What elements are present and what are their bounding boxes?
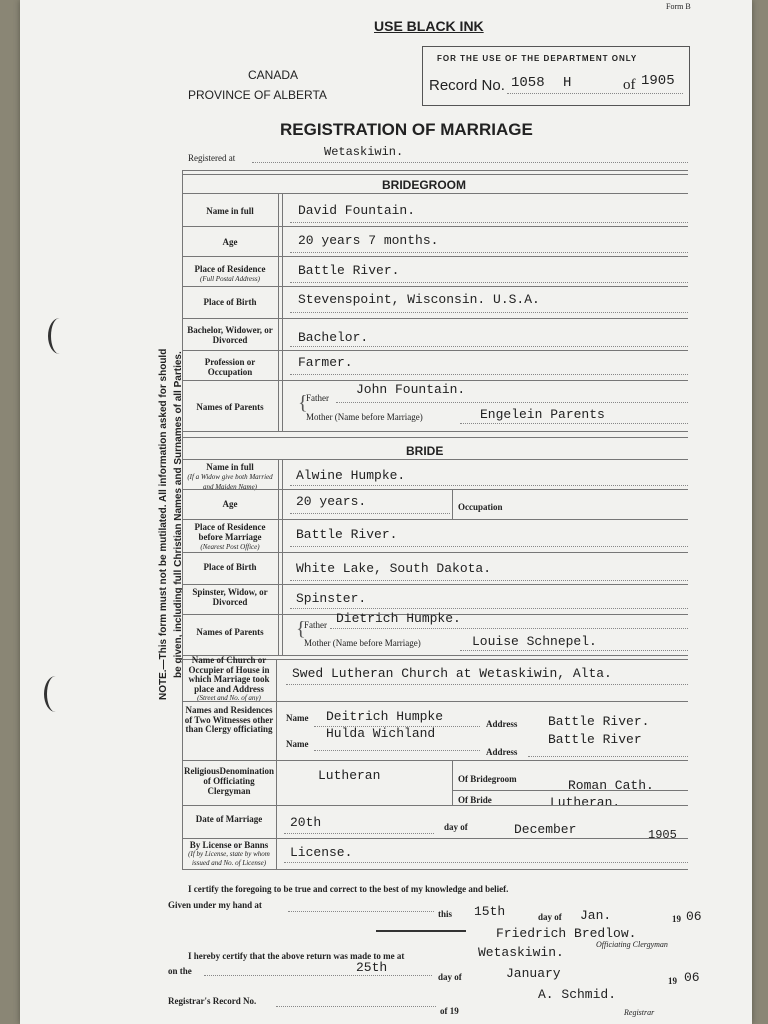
church-label-text: Name of Church or Occupier of House in which Marriage took place and Address	[188, 655, 270, 694]
groom-status-label: Bachelor, Widower, or Divorced	[187, 325, 273, 345]
registered-at-value: Wetaskiwin.	[324, 145, 404, 159]
return-text: I hereby certify that the above return was made to me at	[188, 951, 405, 961]
license-label-text: By License or Banns	[189, 840, 269, 850]
witness-label: Names and Residences of Two Witnesses other than Clergy officiating	[184, 705, 274, 734]
department-box	[422, 46, 690, 106]
groom-birth: Stevenspoint, Wisconsin. U.S.A.	[298, 292, 540, 307]
bride-name-label	[184, 462, 276, 492]
bride-status: Spinster.	[296, 591, 367, 606]
certify-month: Jan.	[580, 908, 612, 923]
registrar-record-label: Registrar's Record No.	[168, 996, 257, 1006]
of-bride-label: Of Bride	[458, 795, 492, 805]
marriage-day: 20th	[290, 815, 322, 830]
on-the-label: on the	[168, 966, 192, 976]
license-sub: (If by License, state by whom issued and No. of License)	[188, 850, 270, 867]
license-label	[184, 841, 274, 868]
punch-hole-top	[48, 318, 71, 354]
given-label: Given under my hand at	[168, 900, 262, 910]
of-bridegroom-label: Of Bridegroom	[458, 774, 517, 784]
certify-text: I certify the foregoing to be true and correct to the best of my knowledge and belief.	[188, 884, 509, 894]
bride-father: Dietrich Humpke.	[336, 611, 461, 626]
clergyman-name: Friedrich Bredlow.	[496, 926, 637, 941]
witness1-address: Battle River.	[548, 714, 650, 729]
bridegroom-section-title: BRIDEGROOM	[382, 178, 466, 192]
witness2-name: Hulda Wichland	[326, 726, 436, 741]
record-label: Record No.	[429, 77, 505, 94]
groom-age-label: Age	[222, 237, 238, 247]
marriage-day-of-label: day of	[444, 822, 468, 832]
groom-birth-label: Place of Birth	[203, 297, 257, 307]
denomination-label: ReligiousDenomination of Officiating Clergyman	[184, 766, 275, 796]
bride-name-label-text: Name in full	[206, 462, 254, 472]
punch-hole-bottom	[44, 676, 67, 712]
groom-mother: Engelein Parents	[480, 407, 605, 422]
form-id: Form B	[666, 2, 691, 11]
groom-residence-label	[184, 264, 276, 284]
certify-day: 15th	[474, 904, 506, 919]
side-note-line1: NOTE.—This form must not be mutilated. All information asked for should	[158, 348, 169, 700]
province: PROVINCE OF ALBERTA	[188, 88, 327, 102]
bride-parents-label: Names of Parents	[196, 627, 264, 637]
groom-residence: Battle River.	[298, 263, 400, 278]
bride-residence: Battle River.	[296, 527, 398, 542]
record-of-label: of	[623, 77, 636, 93]
church-label	[184, 656, 274, 704]
clergyman-label: Officiating Clergyman	[596, 940, 668, 949]
marriage-registration-form: Form B USE BLACK INK CANADA PROVINCE OF ALBERTA FOR THE USE OF THE DEPARTMENT ONLY Record No. 1058 H of 1905 REGISTRATION OF MARRIAGE Registered at Wetaskiwin. NOTE.—This form must not be mutilated. All information asked for should be given, including full Christian Names and Surnames of all Parties. BRIDEGROOM Name in full David Fountain. Age 20 years 7 months. Place of Residence (Full Postal Address) Battle River. Place of Birth Stevenspoint, Wisconsin. U.S.A. Bachelor, Widower, or Divorced Bachelor. Profession or Occupation Farmer. Names of Parents { Father John Fountain. Mother (Name before Marriage) Engelein Parents BRIDE Name in full (If a Widow give both Married and Maiden Name) Alwine Humpke. Age 20 years. Occupation Place of Residence before Marriage (Nearest Post Office) Battle River. Place of Birth White Lake, South Dakota. Spinster, Widow, or Divorced Spinster. Names of Parents { Father Dietrich Humpke. Mother (Name before Marriage) Louise Schnepel. Name of Church or Occupier of House in which Marriage took place and Address (Street and No. of any) Swed Lutheran Church at Wetaskiwin, Alta. Names and Residences of Two Witnesses other than Clergy officiating Name Deitrich Humpke Address Battle River. Hulda Wichland Battle River Name Address ReligiousDenomination of Officiating Clergyman Lutheran Of Bridegroom Roman Cath. Of Bride Lutheran. Date of Marriage 20th day of December 1905 By License or Banns (If by License, state by whom issued and No. of License) License. I certify the foregoing to be true and correct to the best of my knowledge and belief. Given under my hand at this 15th day of Jan. 19 06 Friedrich Bredlow. Officiating Clergyman I hereby certify that the above return was made to me at Wetaskiwin. on the 25th day of January 19 06 A. Schmid. Registrar's Record No. of 19 Registrar	[20, 0, 752, 1024]
marriage-year: 1905	[648, 828, 677, 842]
registrar-name: A. Schmid.	[538, 987, 617, 1002]
groom-residence-sub: (Full Postal Address)	[200, 275, 260, 283]
return-day-of-label: day of	[438, 972, 462, 982]
witness1-name-label: Name	[286, 713, 309, 723]
marriage-month: December	[514, 822, 577, 837]
dept-note: FOR THE USE OF THE DEPARTMENT ONLY	[437, 54, 638, 63]
witness2-address: Battle River	[548, 732, 642, 747]
return-place: Wetaskiwin.	[478, 945, 564, 960]
return-day: 25th	[356, 960, 388, 975]
of-bride-value: Lutheran.	[550, 795, 621, 810]
bride-birth: White Lake, South Dakota.	[296, 561, 492, 576]
groom-name: David Fountain.	[298, 203, 416, 218]
bride-mother: Louise Schnepel.	[472, 634, 597, 649]
groom-name-label: Name in full	[206, 206, 254, 216]
country: CANADA	[248, 68, 299, 82]
witness1-name: Deitrich Humpke	[326, 709, 444, 724]
registered-at-label: Registered at	[188, 153, 236, 163]
side-note-line2: be given, including full Christian Names and Surnames of all Parties.	[173, 351, 184, 678]
groom-profession-label: Profession or Occupation	[204, 357, 256, 377]
certify-year: 06	[686, 909, 702, 924]
groom-status: Bachelor.	[298, 330, 369, 345]
date-label: Date of Marriage	[195, 814, 263, 824]
bride-residence-label-text: Place of Residence before Marriage	[194, 522, 266, 542]
license-value: License.	[290, 845, 353, 860]
bride-mother-label: Mother (Name before Marriage)	[304, 638, 421, 648]
return-year: 06	[684, 970, 700, 985]
church-value: Swed Lutheran Church at Wetaskiwin, Alta.	[292, 666, 612, 681]
witness2-name-label: Name	[286, 739, 309, 749]
church-sub: (Street and No. of any)	[197, 694, 261, 702]
bride-occupation-label: Occupation	[458, 502, 503, 512]
witness1-address-label: Address	[486, 719, 518, 729]
of-bridegroom-value: Roman Cath.	[568, 778, 654, 793]
bride-age: 20 years.	[296, 494, 367, 509]
bride-section-title: BRIDE	[406, 444, 444, 458]
registrar-of19-label: of 19	[440, 1006, 459, 1016]
certify-day-of-label: day of	[538, 912, 562, 922]
bride-age-label: Age	[222, 499, 238, 509]
bride-birth-label: Place of Birth	[203, 562, 257, 572]
groom-profession: Farmer.	[298, 355, 353, 370]
groom-mother-label: Mother (Name before Marriage)	[306, 412, 423, 422]
return-month: January	[506, 966, 561, 981]
bride-name-sub: (If a Widow give both Married and Maiden Name)	[187, 473, 273, 491]
witness2-address-label: Address	[486, 747, 518, 757]
bride-residence-label	[184, 522, 276, 552]
groom-father: John Fountain.	[356, 382, 466, 397]
bride-father-label: Father	[304, 620, 327, 630]
groom-parents-label: Names of Parents	[196, 402, 264, 412]
ink-note: USE BLACK INK	[374, 18, 484, 34]
bride-residence-sub: (Nearest Post Office)	[200, 543, 260, 551]
this-label: this	[438, 909, 453, 919]
groom-age: 20 years 7 months.	[298, 233, 439, 248]
groom-father-label: Father	[306, 393, 329, 403]
record-year: 1905	[641, 73, 675, 89]
record-suffix: H	[563, 75, 572, 91]
page-title: REGISTRATION OF MARRIAGE	[280, 120, 533, 139]
denomination-value: Lutheran	[318, 768, 381, 783]
return-year-prefix: 19	[668, 976, 677, 986]
bride-name: Alwine Humpke.	[296, 468, 406, 483]
bride-status-label: Spinster, Widow, or Divorced	[192, 587, 268, 607]
record-no: 1058	[511, 75, 545, 91]
groom-residence-label-text: Place of Residence	[194, 264, 266, 274]
registrar-label: Registrar	[624, 1008, 655, 1017]
certify-year-prefix: 19	[672, 914, 681, 924]
